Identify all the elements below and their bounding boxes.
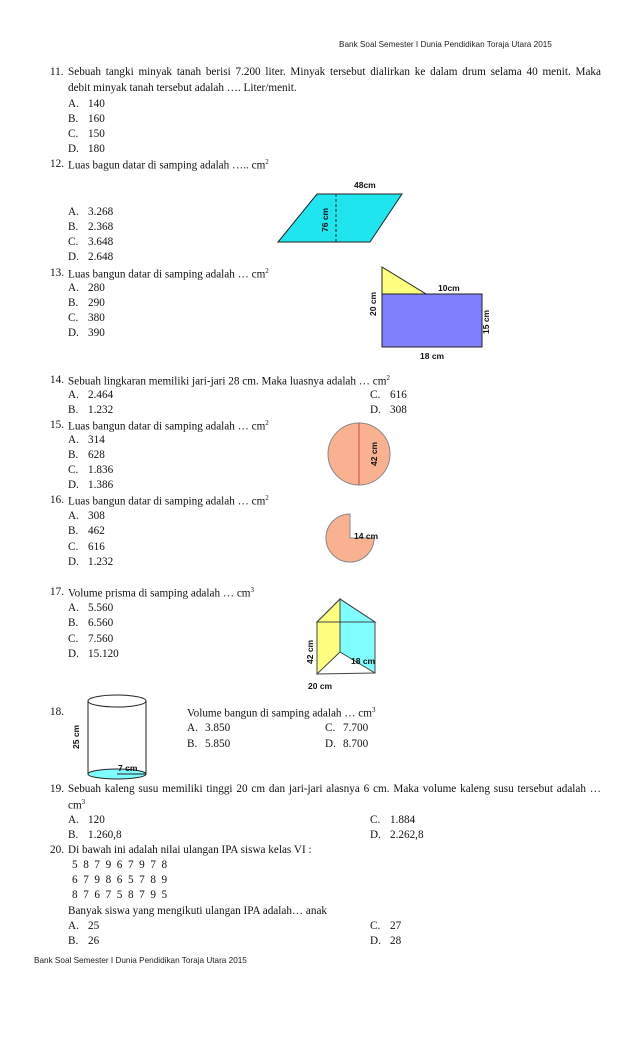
option-letter: B. — [68, 221, 79, 233]
option-letter: A. — [68, 206, 79, 218]
figure-label: 7 cm — [118, 763, 138, 773]
option-value: 120 — [88, 814, 105, 826]
question-number: 20. — [50, 844, 64, 856]
option-letter: B. — [68, 935, 79, 947]
question-text: Sebuah tangki minyak tanah berisi 7.200 liter. Minyak tersebut dialirkan ke dalam drum selama 40 menit. Maka — [68, 66, 601, 78]
option-value: 462 — [88, 525, 105, 537]
figure-label: 15 cm — [481, 309, 491, 334]
option-letter: C. — [68, 633, 79, 645]
question-text: Banyak siswa yang mengikuti ulangan IPA adalah… anak — [68, 905, 328, 917]
option-letter: C. — [68, 541, 79, 553]
question-number: 14. — [50, 374, 64, 386]
option-letter: D. — [68, 648, 79, 660]
option-letter: A. — [68, 602, 79, 614]
option-letter: B. — [68, 113, 79, 125]
option-letter: A. — [187, 722, 198, 734]
option-value: 308 — [88, 510, 105, 522]
option-value: 7.700 — [343, 722, 369, 734]
option-letter: D. — [325, 738, 336, 750]
option-value: 25 — [88, 920, 100, 932]
question-text: debit minyak tanah tersebut adalah …. Liter/menit. — [68, 82, 297, 94]
option-letter: D. — [68, 327, 79, 339]
option-letter: D. — [68, 556, 79, 568]
figure-label: 25 cm — [71, 724, 81, 749]
option-value: 15.120 — [88, 648, 119, 660]
data-row: 5 8 7 9 6 7 9 7 8 — [72, 859, 168, 871]
option-letter: A. — [68, 434, 79, 446]
option-value: 1.260,8 — [88, 829, 122, 841]
option-value: 308 — [390, 404, 407, 416]
option-letter: C. — [68, 236, 79, 248]
option-value: 390 — [88, 327, 105, 339]
option-value: 1.836 — [88, 464, 114, 476]
option-letter: B. — [187, 738, 198, 750]
option-letter: A. — [68, 814, 79, 826]
option-value: 1.884 — [390, 814, 416, 826]
question-number: 16. — [50, 494, 64, 506]
option-value: 160 — [88, 113, 105, 125]
option-letter: A. — [68, 510, 79, 522]
page-header: Bank Soal Semester I Dunia Pendidikan Toraja Utara 2015 — [339, 40, 552, 49]
option-letter: C. — [68, 312, 79, 324]
option-letter: A. — [68, 389, 79, 401]
question-number: 17. — [50, 586, 64, 598]
option-value: 1.232 — [88, 556, 114, 568]
question-number: 19. — [50, 783, 64, 795]
option-letter: A. — [68, 282, 79, 294]
question-text: Luas bagun datar di samping adalah ….. $cm^2$ — [68, 158, 269, 172]
question-text: Sebuah lingkaran memiliki jari-jari 28 cm. Maka luasnya adalah … $cm^2$ — [68, 374, 390, 388]
option-letter: B. — [68, 617, 79, 629]
data-row: 6 7 9 8 6 5 7 8 9 — [72, 874, 168, 886]
question-text: $cm^3$ — [68, 798, 86, 812]
option-value: 28 — [390, 935, 402, 947]
option-value: 5.560 — [88, 602, 114, 614]
figure-label: 42 cm — [305, 639, 315, 664]
option-letter: B. — [68, 829, 79, 841]
option-letter: C. — [325, 722, 336, 734]
option-letter: B. — [68, 525, 79, 537]
option-value: 5.850 — [205, 738, 231, 750]
figure-label: 20 cm — [308, 681, 333, 691]
option-value: 2.464 — [88, 389, 114, 401]
option-value: 1.386 — [88, 479, 114, 491]
figure-label: 76 cm — [320, 207, 330, 232]
option-letter: B. — [68, 449, 79, 461]
figure-label: 18 cm — [351, 656, 376, 666]
option-value: 616 — [88, 541, 105, 553]
option-value: 3.268 — [88, 206, 114, 218]
question-number: 11. — [50, 66, 64, 78]
option-letter: D. — [68, 143, 79, 155]
question-number: 15. — [50, 419, 64, 431]
option-value: 280 — [88, 282, 105, 294]
option-letter: C. — [370, 814, 381, 826]
option-value: 26 — [88, 935, 100, 947]
question-text: Sebuah kaleng susu memiliki tinggi 20 cm dan jari-jari alasnya 6 cm. Maka volume kaleng susu tersebut adalah … — [68, 783, 601, 795]
option-letter: C. — [68, 128, 79, 140]
figure-label: 10cm — [438, 283, 460, 293]
option-letter: D. — [68, 479, 79, 491]
option-value: 290 — [88, 297, 105, 309]
option-value: 27 — [390, 920, 402, 932]
option-value: 3.850 — [205, 722, 231, 734]
option-value: 628 — [88, 449, 105, 461]
question-text: Volume bangun di samping adalah … $cm^3$ — [187, 706, 376, 720]
figure-label: 14 cm — [354, 531, 379, 541]
option-letter: C. — [370, 920, 381, 932]
option-value: 3.648 — [88, 236, 114, 248]
option-value: 2.262,8 — [390, 829, 424, 841]
figure-label: 20 cm — [368, 291, 378, 316]
option-letter: C. — [370, 389, 381, 401]
option-value: 2.648 — [88, 251, 114, 263]
question-text: Luas bangun datar di samping adalah … $cm^2$ — [68, 267, 269, 281]
figure-label: 42 cm — [369, 441, 379, 466]
option-value: 380 — [88, 312, 105, 324]
option-letter: D. — [370, 404, 381, 416]
option-letter: D. — [370, 935, 381, 947]
option-letter: A. — [68, 98, 79, 110]
option-letter: D. — [68, 251, 79, 263]
option-value: 2.368 — [88, 221, 114, 233]
question-text: Volume prisma di samping adalah … $cm^3$ — [68, 586, 254, 600]
option-value: 140 — [88, 98, 105, 110]
option-letter: D. — [370, 829, 381, 841]
figure-label: 48cm — [354, 180, 376, 190]
question-text: Di bawah ini adalah nilai ulangan IPA siswa kelas VI : — [68, 844, 312, 856]
question-number: 13. — [50, 267, 64, 279]
option-value: 8.700 — [343, 738, 369, 750]
question-text: Luas bangun datar di samping adalah … $cm^2$ — [68, 494, 269, 508]
option-value: 616 — [390, 389, 407, 401]
page-footer: Bank Soal Semester I Dunia Pendidikan Toraja Utara 2015 — [34, 956, 247, 965]
option-value: 7.560 — [88, 633, 114, 645]
option-value: 6.560 — [88, 617, 114, 629]
option-letter: B. — [68, 404, 79, 416]
question-text: Luas bangun datar di samping adalah … $cm^2$ — [68, 419, 269, 433]
option-value: 150 — [88, 128, 105, 140]
figure-label: 18 cm — [420, 351, 445, 361]
data-row: 8 7 6 7 5 8 7 9 5 — [72, 889, 168, 901]
option-value: 314 — [88, 434, 105, 446]
question-number: 12. — [50, 158, 64, 170]
option-letter: B. — [68, 297, 79, 309]
option-value: 1.232 — [88, 404, 114, 416]
question-number: 18. — [50, 706, 64, 718]
option-letter: C. — [68, 464, 79, 476]
option-value: 180 — [88, 143, 105, 155]
option-letter: A. — [68, 920, 79, 932]
